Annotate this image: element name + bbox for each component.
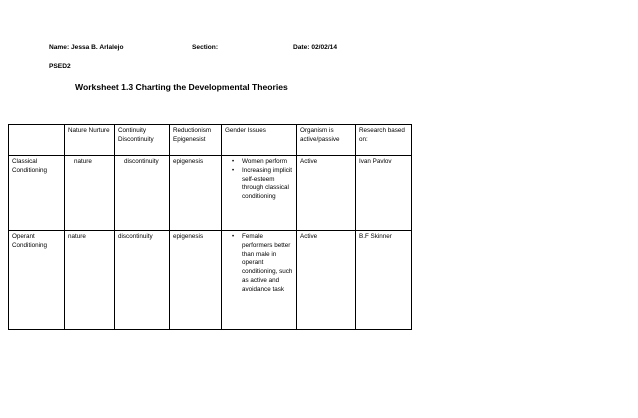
nature-cell: nature: [65, 231, 115, 330]
header-research: Research based on:: [356, 125, 412, 156]
student-name: Name: Jessa B. Arlalejo: [49, 44, 124, 51]
nature-cell: nature: [65, 156, 115, 231]
gender-item-text: Female performers better than male in operant conditioning, such as active and avoidance task: [242, 233, 293, 293]
continuity-cell: discontinuity: [115, 231, 170, 330]
theory-cell: Classical Conditioning: [9, 156, 65, 231]
header-organism: Organism is active/passive: [297, 125, 356, 156]
gender-item-text: Increasing implicit self-esteem through classical conditioning: [242, 166, 293, 201]
reductionism-cell: epigenesis: [170, 156, 222, 231]
organism-cell: Active: [297, 156, 356, 231]
bullet-icon: •: [232, 159, 235, 165]
bullet-icon: •: [232, 234, 235, 240]
bullet-icon: •: [232, 167, 235, 174]
header-reductionism: Reductionism Epigenesist: [170, 125, 222, 156]
date-label: Date: 02/02/14: [293, 44, 337, 51]
table-row: [9, 156, 412, 231]
section-label: Section:: [192, 44, 219, 51]
theories-table: [8, 124, 412, 330]
research-cell: Ivan Pavlov: [356, 156, 412, 231]
reductionism-cell: epigenesis: [170, 231, 222, 330]
header-cell-empty: [9, 125, 65, 156]
header-gender-issues: Gender Issues: [222, 125, 297, 156]
list-item: [230, 158, 293, 167]
list-item: [230, 167, 293, 202]
course-code: PSED2: [49, 63, 71, 70]
table-header-row: [9, 125, 412, 156]
continuity-cell: discontinuity: [115, 156, 170, 231]
research-cell: B.F Skinner: [356, 231, 412, 330]
list-item: [230, 233, 293, 295]
header-continuity: Continuity Discontinuity: [115, 125, 170, 156]
table-row: [9, 231, 412, 330]
worksheet-title: Worksheet 1.3 Charting the Developmental Theories: [75, 82, 288, 92]
gender-issues-list: [230, 158, 293, 202]
gender-cell: [222, 231, 297, 330]
gender-cell: [222, 156, 297, 231]
theory-cell: Operant Conditioning: [9, 231, 65, 330]
gender-issues-list: [230, 233, 293, 295]
gender-item-text: Women perform: [242, 158, 288, 165]
header-nature-nurture: Nature Nurture: [65, 125, 115, 156]
organism-cell: Active: [297, 231, 356, 330]
